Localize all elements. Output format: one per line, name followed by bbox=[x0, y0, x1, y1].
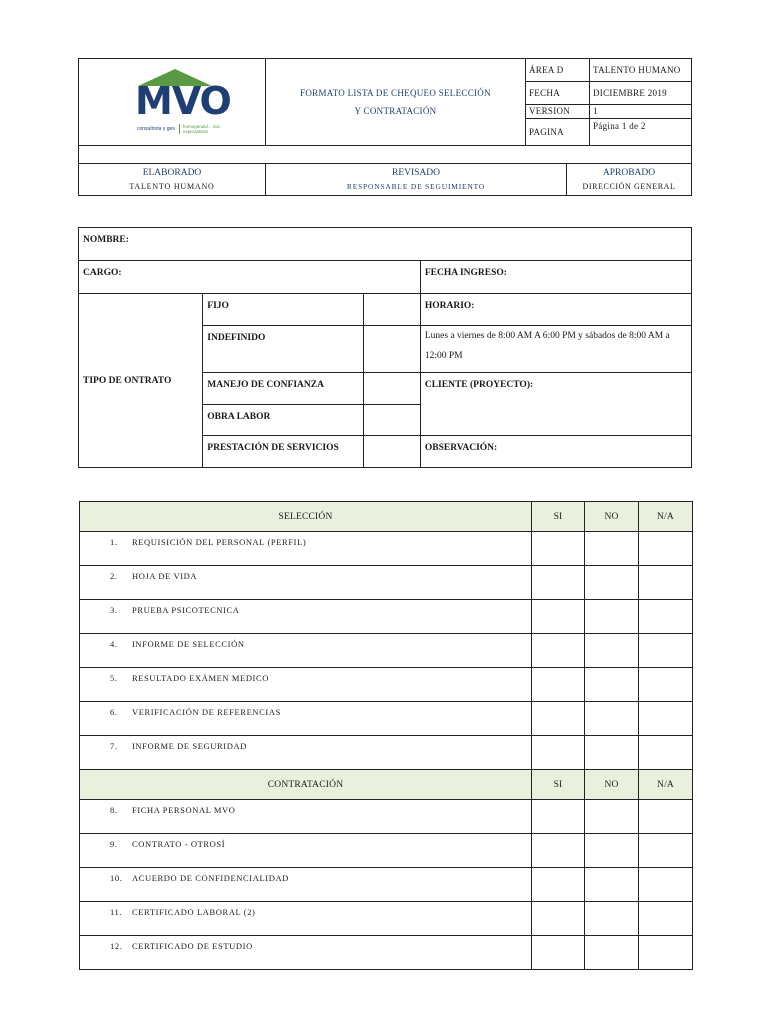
item-label: PRUEBA PSICOTECNICA bbox=[132, 605, 240, 615]
observacion-field[interactable]: OBSERVACIÓN: bbox=[420, 436, 691, 468]
checklist-row bbox=[80, 566, 693, 600]
si-checkbox[interactable] bbox=[532, 668, 585, 702]
no-checkbox[interactable] bbox=[585, 834, 639, 868]
col-si: SI bbox=[532, 770, 585, 800]
elaborado-value: TALENTO HUMANO bbox=[129, 181, 215, 191]
na-checkbox[interactable] bbox=[639, 600, 693, 634]
contract-type-prestacion-servicios: PRESTACIÓN DE SERVICIOS bbox=[203, 436, 364, 468]
item-label: INFORME DE SEGURIDAD bbox=[132, 741, 247, 751]
item-label: CERTIFICADO DE ESTUDIO bbox=[132, 941, 253, 951]
no-checkbox[interactable] bbox=[585, 868, 639, 902]
na-checkbox[interactable] bbox=[639, 902, 693, 936]
nombre-field[interactable]: NOMBRE: bbox=[79, 228, 692, 261]
fecha-value: DICIEMBRE 2019 bbox=[590, 81, 692, 104]
na-checkbox[interactable] bbox=[639, 634, 693, 668]
no-checkbox[interactable] bbox=[585, 702, 639, 736]
na-checkbox[interactable] bbox=[639, 800, 693, 834]
item-label: FICHA PERSONAL MVO bbox=[132, 805, 236, 815]
logo-wordmark: MVO bbox=[135, 79, 231, 123]
item-number: 8. bbox=[110, 805, 118, 815]
item-label: RESULTADO EXÁMEN MEDICO bbox=[132, 673, 269, 683]
checklist-row bbox=[80, 800, 693, 834]
approval-table bbox=[78, 145, 692, 196]
item-number: 6. bbox=[110, 707, 118, 717]
no-checkbox[interactable] bbox=[585, 902, 639, 936]
no-checkbox[interactable] bbox=[585, 532, 639, 566]
col-si: SI bbox=[532, 502, 585, 532]
contratacion-header-row bbox=[80, 770, 693, 800]
aprobado-cell bbox=[567, 164, 692, 196]
si-checkbox[interactable] bbox=[532, 566, 585, 600]
item-number: 5. bbox=[110, 673, 118, 683]
no-checkbox[interactable] bbox=[585, 600, 639, 634]
revisado-cell bbox=[266, 164, 567, 196]
no-checkbox[interactable] bbox=[585, 668, 639, 702]
item-label: CONTRATO - OTROSÍ bbox=[132, 839, 226, 849]
no-checkbox[interactable] bbox=[585, 736, 639, 770]
fecha-label: FECHA bbox=[526, 81, 590, 104]
seleccion-title: SELECCIÓN bbox=[80, 502, 532, 532]
na-checkbox[interactable] bbox=[639, 736, 693, 770]
seleccion-header-row bbox=[80, 502, 693, 532]
pagina-label: PAGINA bbox=[526, 119, 590, 146]
item-label: CERTIFICADO LABORAL (2) bbox=[132, 907, 256, 917]
revisado-label: REVISADO bbox=[391, 167, 441, 178]
checklist-row bbox=[80, 736, 693, 770]
version-label: VERSION bbox=[526, 104, 590, 119]
col-na: N/A bbox=[639, 502, 693, 532]
si-checkbox[interactable] bbox=[532, 600, 585, 634]
checklist-row bbox=[80, 902, 693, 936]
item-number: 3. bbox=[110, 605, 118, 615]
col-na: N/A bbox=[639, 770, 693, 800]
si-checkbox[interactable] bbox=[532, 868, 585, 902]
na-checkbox[interactable] bbox=[639, 566, 693, 600]
item-number: 4. bbox=[110, 639, 118, 649]
item-label: HOJA DE VIDA bbox=[132, 571, 198, 581]
si-checkbox[interactable] bbox=[532, 532, 585, 566]
contratacion-title: CONTRATACIÓN bbox=[80, 770, 532, 800]
checklist-row bbox=[80, 834, 693, 868]
tipo-contrato-label: TIPO DE ONTRATO bbox=[79, 294, 203, 468]
logo-tagline-left: consultoría y ges bbox=[137, 126, 175, 132]
checklist-row bbox=[80, 668, 693, 702]
na-checkbox[interactable] bbox=[639, 834, 693, 868]
aprobado-value: DIRECCIÓN GENERAL bbox=[582, 181, 676, 191]
mvo-logo bbox=[79, 59, 265, 145]
contract-type-manejo-confianza-check[interactable] bbox=[364, 373, 420, 405]
si-checkbox[interactable] bbox=[532, 936, 585, 970]
no-checkbox[interactable] bbox=[585, 566, 639, 600]
item-number: 2. bbox=[110, 571, 118, 581]
version-value: 1 bbox=[590, 104, 692, 119]
item-number: 12. bbox=[110, 941, 123, 951]
item-number: 9. bbox=[110, 839, 118, 849]
checklist-row bbox=[80, 868, 693, 902]
contract-type-indefinido-check[interactable] bbox=[364, 326, 420, 373]
si-checkbox[interactable] bbox=[532, 634, 585, 668]
si-checkbox[interactable] bbox=[532, 736, 585, 770]
item-number: 10. bbox=[110, 873, 123, 883]
checklist-row bbox=[80, 600, 693, 634]
contract-type-obra-labor-check[interactable] bbox=[364, 405, 420, 436]
na-checkbox[interactable] bbox=[639, 702, 693, 736]
na-checkbox[interactable] bbox=[639, 868, 693, 902]
item-label: ACUERDO DE CONFIDENCIALIDAD bbox=[132, 873, 289, 883]
document-title-cell bbox=[266, 59, 526, 146]
horario-value: Lunes a viernes de 8:00 AM A 6:00 PM y sábados de 8:00 AM a 12:00 PM bbox=[420, 326, 691, 373]
no-checkbox[interactable] bbox=[585, 800, 639, 834]
aprobado-label: APROBADO bbox=[602, 167, 656, 178]
si-checkbox[interactable] bbox=[532, 834, 585, 868]
elaborado-label: ELABORADO bbox=[142, 167, 202, 178]
si-checkbox[interactable] bbox=[532, 800, 585, 834]
col-no: NO bbox=[585, 502, 639, 532]
no-checkbox[interactable] bbox=[585, 936, 639, 970]
cliente-field[interactable]: CLIENTE (PROYECTO): bbox=[420, 373, 691, 436]
item-number: 11. bbox=[110, 907, 123, 917]
revisado-value: RESPONSABLE DE SEGUIMIENTO bbox=[346, 181, 486, 191]
pagina-value: Página 1 de 2 bbox=[590, 119, 692, 146]
na-checkbox[interactable] bbox=[639, 936, 693, 970]
si-checkbox[interactable] bbox=[532, 702, 585, 736]
checklist-row bbox=[80, 936, 693, 970]
horario-label: HORARIO: bbox=[420, 294, 691, 326]
item-label: VERIFICACIÓN DE REFERENCIAS bbox=[132, 707, 281, 717]
contract-type-indefinido: INDEFINIDO bbox=[203, 326, 364, 373]
na-checkbox[interactable] bbox=[639, 668, 693, 702]
item-number: 7. bbox=[110, 741, 118, 751]
item-number: 1. bbox=[110, 537, 118, 547]
checklist-row bbox=[80, 634, 693, 668]
employee-info-table bbox=[78, 227, 692, 468]
checklist-table bbox=[79, 501, 693, 970]
logo-cell bbox=[79, 59, 266, 146]
checklist-row bbox=[80, 532, 693, 566]
cargo-field[interactable]: CARGO: bbox=[79, 261, 421, 294]
na-checkbox[interactable] bbox=[639, 532, 693, 566]
contract-type-obra-labor: OBRA LABOR bbox=[203, 405, 364, 436]
checklist-row bbox=[80, 702, 693, 736]
spacer-row bbox=[79, 146, 692, 164]
no-checkbox[interactable] bbox=[585, 634, 639, 668]
area-label: ÁREA D bbox=[526, 59, 590, 82]
document-header bbox=[78, 58, 692, 146]
item-label: REQUISICIÓN DEL PERSONAL (PERFIL) bbox=[132, 537, 307, 547]
logo-tagline-right: homogeneid... sus expectativas bbox=[179, 124, 227, 134]
contract-type-prestacion-servicios-check[interactable] bbox=[364, 436, 420, 468]
fecha-ingreso-field[interactable]: FECHA INGRESO: bbox=[420, 261, 691, 294]
item-label: INFORME DE SELECCIÓN bbox=[132, 639, 245, 649]
si-checkbox[interactable] bbox=[532, 902, 585, 936]
contract-type-manejo-confianza: MANEJO DE CONFIANZA bbox=[203, 373, 364, 405]
col-no: NO bbox=[585, 770, 639, 800]
document-title: FORMATO LISTA DE CHEQUEO SELECCIÓN Y CONTRATACIÓN bbox=[300, 88, 491, 116]
elaborado-cell bbox=[79, 164, 266, 196]
contract-type-fijo-check[interactable] bbox=[364, 294, 420, 326]
contract-type-fijo: FIJO bbox=[203, 294, 364, 326]
area-value: TALENTO HUMANO bbox=[590, 59, 692, 82]
